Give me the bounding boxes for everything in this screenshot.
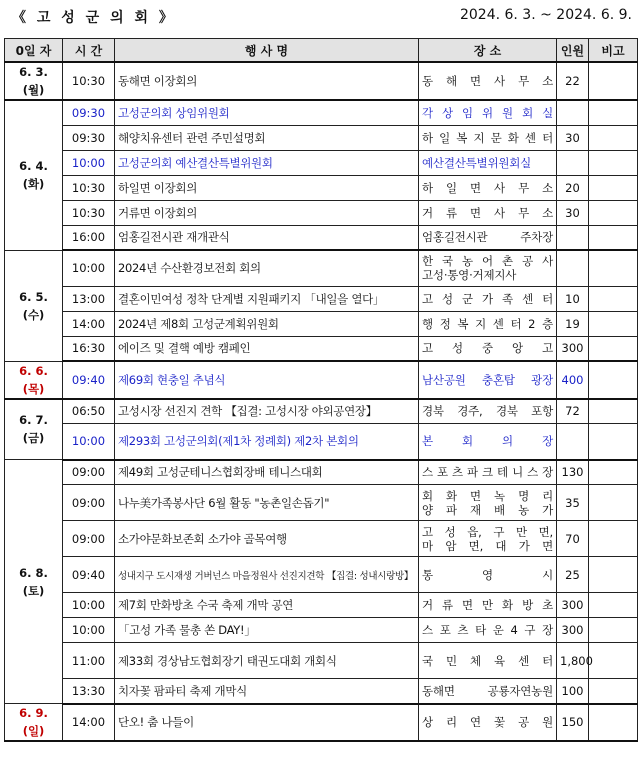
event-note bbox=[589, 521, 638, 557]
day-date: 6. 7. bbox=[19, 413, 48, 428]
event-attendees: 22 bbox=[557, 62, 589, 100]
event-attendees: 150 bbox=[557, 704, 589, 742]
event-attendees: 1,800 bbox=[557, 643, 589, 679]
table-row bbox=[5, 557, 638, 593]
event-attendees: 300 bbox=[557, 618, 589, 643]
event-note bbox=[589, 250, 638, 286]
event-name: 제69회 현충일 추념식 bbox=[115, 361, 419, 399]
event-place: 스 포 츠 타 운 4 구 장 bbox=[419, 618, 557, 643]
table-row bbox=[5, 100, 638, 125]
event-place: 하 일 복 지 문 화 센 터 bbox=[419, 125, 557, 150]
day-cell bbox=[5, 460, 63, 704]
day-cell bbox=[5, 361, 63, 399]
event-name: 단오! 춤 나들이 bbox=[115, 704, 419, 742]
event-place: 회 화 면 녹 명 리 양 파 재 배 농 가 bbox=[419, 485, 557, 521]
schedule-period: 2024. 6. 3. ~ 2024. 6. 9. bbox=[459, 7, 632, 23]
event-time: 09:30 bbox=[63, 125, 115, 150]
event-note bbox=[589, 557, 638, 593]
document-header bbox=[0, 0, 640, 34]
event-note bbox=[589, 62, 638, 100]
event-time: 10:00 bbox=[63, 250, 115, 286]
event-name: 에이즈 및 결핵 예방 캠페인 bbox=[115, 336, 419, 361]
day-weekday: (금) bbox=[22, 431, 45, 446]
table-row bbox=[5, 460, 638, 485]
event-name: 「고성 가족 물총 쏜 DAY!」 bbox=[115, 618, 419, 643]
day-weekday: (토) bbox=[22, 583, 45, 598]
event-place: 경북 경주, 경북 포항 bbox=[419, 399, 557, 424]
event-note bbox=[589, 643, 638, 679]
event-attendees: 300 bbox=[557, 336, 589, 361]
event-attendees: 300 bbox=[557, 593, 589, 618]
day-cell bbox=[5, 62, 63, 100]
event-time: 09:00 bbox=[63, 460, 115, 485]
event-place: 행 정 복 지 센 터 2 층 bbox=[419, 311, 557, 336]
event-note bbox=[589, 286, 638, 311]
event-name: 제33회 경상남도협회장기 태권도대회 개회식 bbox=[115, 643, 419, 679]
column-header-note: 비고 bbox=[589, 39, 638, 63]
event-name: 고성군의회 예산결산특별위원회 bbox=[115, 150, 419, 175]
event-place: 동 해 면 사 무 소 bbox=[419, 62, 557, 100]
event-note bbox=[589, 460, 638, 485]
table-row bbox=[5, 175, 638, 200]
column-header-place: 장 소 bbox=[419, 39, 557, 63]
column-header-event: 행 사 명 bbox=[115, 39, 419, 63]
table-row bbox=[5, 250, 638, 286]
table-row bbox=[5, 286, 638, 311]
table-row bbox=[5, 336, 638, 361]
day-date: 6. 5. bbox=[19, 289, 48, 304]
event-place: 고 성 군 가 족 센 터 bbox=[419, 286, 557, 311]
day-date: 6. 6. bbox=[19, 363, 48, 378]
event-name: 고성군의회 상임위원회 bbox=[115, 100, 419, 125]
event-note bbox=[589, 100, 638, 125]
event-note bbox=[589, 336, 638, 361]
table-row bbox=[5, 485, 638, 521]
event-attendees bbox=[557, 250, 589, 286]
event-place: 거 류 면 만 화 방 초 bbox=[419, 593, 557, 618]
event-place: 본 회 의 장 bbox=[419, 424, 557, 460]
event-attendees: 35 bbox=[557, 485, 589, 521]
event-note bbox=[589, 225, 638, 250]
event-place: 스 포 츠 파 크 테 니 스 장 bbox=[419, 460, 557, 485]
event-note bbox=[589, 704, 638, 742]
event-place: 한 국 농 어 촌 공 사 고성·통영·거제지사 bbox=[419, 250, 557, 286]
table-row bbox=[5, 593, 638, 618]
column-header-time: 시 간 bbox=[63, 39, 115, 63]
event-note bbox=[589, 679, 638, 704]
event-note bbox=[589, 200, 638, 225]
event-attendees: 25 bbox=[557, 557, 589, 593]
event-place: 예산결산특별위원회실 bbox=[419, 150, 557, 175]
event-name: 하일면 이장회의 bbox=[115, 175, 419, 200]
day-date: 6. 8. bbox=[19, 565, 48, 580]
event-attendees: 30 bbox=[557, 125, 589, 150]
table-row bbox=[5, 361, 638, 399]
event-time: 13:30 bbox=[63, 679, 115, 704]
day-weekday: (목) bbox=[22, 381, 45, 396]
table-row bbox=[5, 521, 638, 557]
event-name: 결혼이민여성 정착 단계별 지원패키지 「내일을 열다」 bbox=[115, 286, 419, 311]
table-row bbox=[5, 704, 638, 742]
day-cell bbox=[5, 704, 63, 742]
event-attendees: 400 bbox=[557, 361, 589, 399]
event-note bbox=[589, 150, 638, 175]
event-place: 국 민 체 육 센 터 bbox=[419, 643, 557, 679]
event-time: 10:30 bbox=[63, 200, 115, 225]
event-time: 14:00 bbox=[63, 704, 115, 742]
event-attendees bbox=[557, 424, 589, 460]
event-name: 나누美가족봉사단 6월 활동 "농촌일손돕기" bbox=[115, 485, 419, 521]
table-row bbox=[5, 125, 638, 150]
event-attendees bbox=[557, 150, 589, 175]
event-place: 남산공원 충혼탑 광장 bbox=[419, 361, 557, 399]
event-place: 상 리 연 꽃 공 원 bbox=[419, 704, 557, 742]
event-attendees: 100 bbox=[557, 679, 589, 704]
table-row bbox=[5, 618, 638, 643]
event-place: 고 성 읍, 구 만 면, 마 암 면, 대 가 면 bbox=[419, 521, 557, 557]
event-note bbox=[589, 424, 638, 460]
table-row bbox=[5, 62, 638, 100]
event-note bbox=[589, 125, 638, 150]
event-attendees: 70 bbox=[557, 521, 589, 557]
event-time: 10:00 bbox=[63, 424, 115, 460]
column-header-people: 인원 bbox=[557, 39, 589, 63]
event-attendees: 10 bbox=[557, 286, 589, 311]
day-cell bbox=[5, 250, 63, 361]
event-note bbox=[589, 618, 638, 643]
event-attendees: 19 bbox=[557, 311, 589, 336]
event-note bbox=[589, 485, 638, 521]
event-attendees: 130 bbox=[557, 460, 589, 485]
event-time: 10:00 bbox=[63, 593, 115, 618]
event-time: 10:00 bbox=[63, 150, 115, 175]
event-place: 고 성 중 앙 고 bbox=[419, 336, 557, 361]
event-name: 제293회 고성군의회(제1차 정례회) 제2차 본회의 bbox=[115, 424, 419, 460]
event-time: 11:00 bbox=[63, 643, 115, 679]
table-row bbox=[5, 399, 638, 424]
day-weekday: (화) bbox=[22, 177, 45, 192]
schedule-body bbox=[5, 62, 638, 741]
event-attendees: 30 bbox=[557, 200, 589, 225]
day-weekday: (수) bbox=[22, 307, 45, 322]
event-time: 09:40 bbox=[63, 361, 115, 399]
table-row bbox=[5, 424, 638, 460]
day-weekday: (일) bbox=[22, 724, 45, 738]
table-row bbox=[5, 200, 638, 225]
event-place: 하 일 면 사 무 소 bbox=[419, 175, 557, 200]
event-time: 09:00 bbox=[63, 485, 115, 521]
event-note bbox=[589, 399, 638, 424]
event-name: 소가야문화보존회 소가야 골목여행 bbox=[115, 521, 419, 557]
event-place: 각 상 임 위 원 회 실 bbox=[419, 100, 557, 125]
event-note bbox=[589, 175, 638, 200]
day-weekday: (월) bbox=[22, 83, 45, 97]
day-cell bbox=[5, 399, 63, 460]
event-time: 16:00 bbox=[63, 225, 115, 250]
event-attendees bbox=[557, 100, 589, 125]
event-name: 2024년 제8회 고성군계획위원회 bbox=[115, 311, 419, 336]
event-place: 동해면 공룡자연농원 bbox=[419, 679, 557, 704]
event-name: 제7회 만화방초 수국 축제 개막 공연 bbox=[115, 593, 419, 618]
event-name: 해양치유센터 관련 주민설명회 bbox=[115, 125, 419, 150]
event-time: 10:00 bbox=[63, 618, 115, 643]
event-name: 2024년 수산환경보전회 회의 bbox=[115, 250, 419, 286]
event-attendees bbox=[557, 225, 589, 250]
event-time: 16:30 bbox=[63, 336, 115, 361]
event-name: 엄홍길전시관 재개관식 bbox=[115, 225, 419, 250]
event-time: 10:30 bbox=[63, 62, 115, 100]
event-note bbox=[589, 311, 638, 336]
table-row bbox=[5, 150, 638, 175]
event-place: 엄홍길전시관 주차장 bbox=[419, 225, 557, 250]
event-name: 동해면 이장회의 bbox=[115, 62, 419, 100]
event-time: 09:00 bbox=[63, 521, 115, 557]
day-date: 6. 4. bbox=[19, 159, 48, 174]
event-name: 거류면 이장회의 bbox=[115, 200, 419, 225]
event-time: 09:30 bbox=[63, 100, 115, 125]
event-name: 치자꽃 팜파티 축제 개막식 bbox=[115, 679, 419, 704]
schedule-table bbox=[4, 38, 638, 742]
event-name: 제49회 고성군테니스협회장배 테니스대회 bbox=[115, 460, 419, 485]
event-time: 14:00 bbox=[63, 311, 115, 336]
day-date: 6. 3. bbox=[19, 65, 48, 79]
event-attendees: 72 bbox=[557, 399, 589, 424]
organization-title: 《 고 성 군 의 회 》 bbox=[12, 10, 176, 26]
event-place: 통 영 시 bbox=[419, 557, 557, 593]
table-row bbox=[5, 311, 638, 336]
event-name: 성내지구 도시재생 거버넌스 마을정원사 선진지견학 【집결: 성내시랑방】 bbox=[115, 557, 419, 593]
event-time: 10:30 bbox=[63, 175, 115, 200]
table-row bbox=[5, 679, 638, 704]
table-header-row bbox=[5, 39, 638, 63]
column-header-date: 0일 자 bbox=[5, 39, 63, 63]
table-row bbox=[5, 225, 638, 250]
table-row bbox=[5, 643, 638, 679]
event-note bbox=[589, 361, 638, 399]
day-date: 6. 9. bbox=[19, 706, 48, 720]
event-time: 13:00 bbox=[63, 286, 115, 311]
event-time: 09:40 bbox=[63, 557, 115, 593]
day-cell bbox=[5, 100, 63, 250]
event-note bbox=[589, 593, 638, 618]
event-time: 06:50 bbox=[63, 399, 115, 424]
event-place: 거 류 면 사 무 소 bbox=[419, 200, 557, 225]
event-name: 고성시장 선진지 견학 【집결: 고성시장 야외공연장】 bbox=[115, 399, 419, 424]
event-attendees: 20 bbox=[557, 175, 589, 200]
